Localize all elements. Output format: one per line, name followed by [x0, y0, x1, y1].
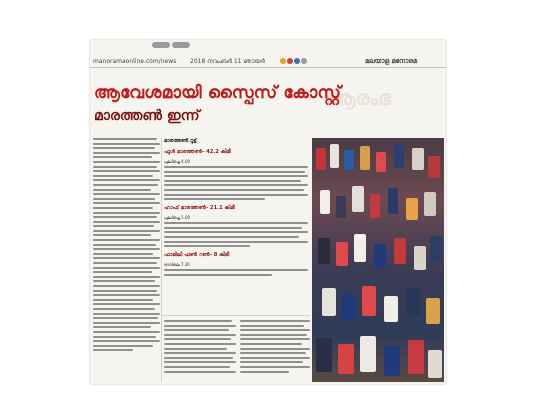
body-text-lines: [93, 138, 160, 351]
dot-blue-icon: [294, 58, 300, 64]
newspaper-clipping: [90, 40, 446, 384]
masthead-paper-name: മലയാള മനോരമ: [365, 57, 418, 65]
headline-background-text: ആരംഭ: [325, 86, 392, 110]
dot-orange-icon: [280, 58, 286, 64]
masthead-date: 2018 നവംബർ 11 ഞായർ: [190, 58, 265, 65]
masthead-url: manoramaonline.com/news: [93, 58, 177, 65]
dot-grey-icon: [301, 58, 307, 64]
route-section-time: രാവിലെ 7.30: [164, 262, 190, 268]
body-text-lines: [164, 320, 236, 373]
headline-line-2: മാരത്തൺ ഇന്ന്: [94, 108, 200, 124]
pill-decoration: [172, 42, 190, 48]
route-section-time: പുലർച്ചെ 5.00: [164, 215, 191, 221]
article-column-bottom: [164, 320, 236, 382]
article-column-left: [93, 138, 160, 382]
route-box: [164, 138, 308, 308]
dot-red-icon: [287, 58, 293, 64]
route-title: മാരത്തൺ റൂട്ട്: [164, 138, 197, 144]
route-details: [164, 166, 308, 200]
masthead: [90, 56, 446, 68]
route-section-time: പുലർച്ചെ 4.00: [164, 159, 191, 164]
column-divider: [161, 138, 162, 382]
route-section-title: ഫുൾ മാരത്തൺ- 42.2 കിമീ: [164, 149, 231, 155]
body-text-lines: [240, 320, 310, 373]
route-section-title: ഹാഫ് മാരത്തൺ- 21.1 കിമീ: [164, 205, 235, 212]
route-section-title: ഫാമിലി ഫൺ റൺ- 8 കിമീ: [164, 252, 230, 259]
marathon-photo: [312, 138, 444, 382]
color-dots: [280, 58, 308, 66]
pill-decoration: [152, 42, 170, 48]
headline-line-1: ആവേശമായി സ്പൈസ് കോസ്റ്റ്: [94, 83, 341, 103]
route-details: [164, 269, 308, 276]
route-details: [164, 222, 308, 247]
article-column-bottom: [240, 320, 310, 382]
headline: [90, 73, 446, 129]
section-divider: [162, 315, 310, 316]
